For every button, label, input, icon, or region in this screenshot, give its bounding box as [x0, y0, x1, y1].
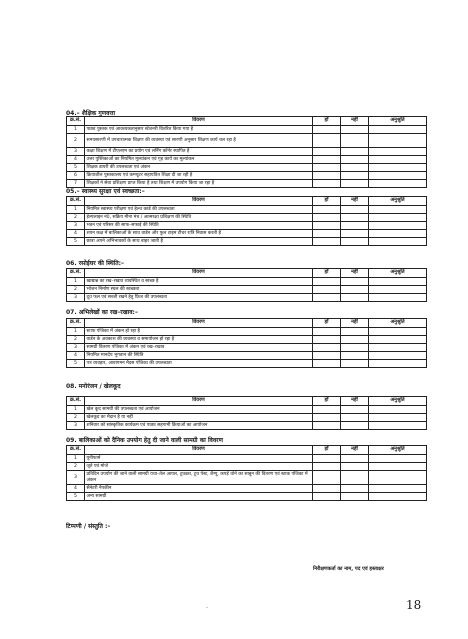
section-table [66, 445, 427, 501]
yes-cell[interactable] [313, 222, 341, 230]
row-number: 1 [67, 278, 85, 286]
column-header-details: विवरण [85, 397, 313, 406]
yes-cell[interactable] [313, 493, 341, 501]
yes-cell[interactable] [313, 471, 341, 485]
remarks-cell[interactable] [369, 414, 427, 422]
section-title: 07. अभिलेखों का रख–रखाव:– [66, 309, 138, 316]
yes-cell[interactable] [313, 230, 341, 238]
yes-cell[interactable] [313, 414, 341, 422]
yes-cell[interactable] [313, 422, 341, 430]
table-row [67, 455, 427, 463]
table-row [67, 164, 427, 172]
no-cell[interactable] [341, 206, 369, 214]
row-number: 1 [67, 126, 85, 134]
remarks-cell[interactable] [369, 148, 427, 156]
remarks-cell[interactable] [369, 180, 427, 188]
table-row [67, 148, 427, 156]
yes-cell[interactable] [313, 286, 341, 294]
yes-cell[interactable] [313, 328, 341, 336]
table-header-row [67, 117, 427, 126]
column-header-no: नहीं [341, 117, 369, 126]
no-cell[interactable] [341, 463, 369, 471]
table-header-row [67, 397, 427, 406]
remarks-cell[interactable] [369, 156, 427, 164]
no-cell[interactable] [341, 344, 369, 352]
table-row [67, 422, 427, 430]
yes-cell[interactable] [313, 180, 341, 188]
no-cell[interactable] [341, 455, 369, 463]
column-header-details: विवरण [85, 446, 313, 455]
row-description: भोजन निर्माण स्थल की स्वच्छता [85, 286, 313, 294]
column-header-yes: हाँ [313, 197, 341, 206]
row-description: छात्रा अपने अभिभावकों के साथ बाहर जाती है [85, 238, 313, 246]
row-number: 1 [67, 206, 85, 214]
no-cell[interactable] [341, 294, 369, 302]
row-number: 4 [67, 352, 85, 360]
column-header-remarks: अनुश्रुति [369, 397, 427, 406]
remarks-cell[interactable] [369, 406, 427, 414]
remarks-cell[interactable] [369, 455, 427, 463]
remarks-cell[interactable] [369, 328, 427, 336]
column-header-yes: हाँ [313, 446, 341, 455]
table-row [67, 206, 427, 214]
table-row [67, 493, 427, 501]
remarks-cell[interactable] [369, 206, 427, 214]
row-description: उत्तर पुस्तिकाओं का नियमित मूल्यांकन एवं गृह कार्य का मूल्यांकन [85, 156, 313, 164]
no-cell[interactable] [341, 172, 369, 180]
row-description: नियमित मानदेय भुगतान की स्थिति [85, 352, 313, 360]
page-dot: · [206, 605, 208, 612]
column-header-details: विवरण [85, 319, 313, 328]
section-title: 09. बालिकाओं को दैनिक उपयोग हेतु दी जाने वाली सामग्री का विवरण [66, 437, 223, 444]
table-row [67, 126, 427, 134]
no-cell[interactable] [341, 180, 369, 188]
section-table [66, 196, 427, 246]
row-number: 2 [67, 463, 85, 471]
yes-cell[interactable] [313, 336, 341, 344]
column-header-no: नहीं [341, 319, 369, 328]
row-description: वार्डन के अवकाश की व्यवस्था व समायोजन हो रहा है [85, 336, 313, 344]
row-number: 1 [67, 455, 85, 463]
column-header-sn: क्र.सं. [67, 446, 85, 455]
remarks-cell[interactable] [369, 164, 427, 172]
row-number: 3 [67, 344, 85, 352]
yes-cell[interactable] [313, 294, 341, 302]
remarks-cell[interactable] [369, 463, 427, 471]
section-table [66, 318, 427, 368]
row-description: सामग्री वितरण पंजिका में अंकन एवं रख–रखाव [85, 344, 313, 352]
no-cell[interactable] [341, 164, 369, 172]
column-header-remarks: अनुश्रुति [369, 446, 427, 455]
table-header-row [67, 319, 427, 328]
remarks-cell[interactable] [369, 134, 427, 148]
no-cell[interactable] [341, 406, 369, 414]
row-number: 6 [67, 172, 85, 180]
row-description: शिक्षकों ने सेवा प्रशिक्षण प्राप्त किया है तथा शिक्षण में उपयोग किया जा रहा है [85, 180, 313, 188]
row-description: खाद्यान्न का रख–रखाव व्यवस्थित व स्वच्छ है [85, 278, 313, 286]
remarks-cell[interactable] [369, 336, 427, 344]
remarks-cell[interactable] [369, 286, 427, 294]
table-row [67, 328, 427, 336]
row-number: 3 [67, 471, 85, 485]
row-number: 3 [67, 222, 85, 230]
column-header-yes: हाँ [313, 319, 341, 328]
row-number: 1 [67, 406, 85, 414]
section-table [66, 396, 427, 430]
column-header-yes: हाँ [313, 117, 341, 126]
remarks-cell[interactable] [369, 360, 427, 368]
no-cell[interactable] [341, 352, 369, 360]
no-cell[interactable] [341, 471, 369, 485]
no-cell[interactable] [341, 278, 369, 286]
yes-cell[interactable] [313, 134, 341, 148]
column-header-no: नहीं [341, 397, 369, 406]
column-header-remarks: अनुश्रुति [369, 197, 427, 206]
table-header-row [67, 197, 427, 206]
table-row [67, 134, 427, 148]
row-description: स्टाफ पंजिका में अंकन हो रहा है [85, 328, 313, 336]
section-table [66, 268, 427, 302]
yes-cell[interactable] [313, 455, 341, 463]
table-row [67, 214, 427, 222]
row-number: 3 [67, 148, 85, 156]
yes-cell[interactable] [313, 463, 341, 471]
remarks-cell[interactable] [369, 485, 427, 493]
column-header-no: नहीं [341, 197, 369, 206]
yes-cell[interactable] [313, 214, 341, 222]
yes-cell[interactable] [313, 352, 341, 360]
column-header-sn: क्र.सं. [67, 397, 85, 406]
remarks-cell[interactable] [369, 230, 427, 238]
yes-cell[interactable] [313, 126, 341, 134]
row-description: सैनेटरी नैपकीन [85, 485, 313, 493]
yes-cell[interactable] [313, 206, 341, 214]
yes-cell[interactable] [313, 360, 341, 368]
no-cell[interactable] [341, 238, 369, 246]
no-cell[interactable] [341, 336, 369, 344]
row-description: शनिवार को सांस्कृतिक कार्यक्रम एवं पाठ्य सहगामी क्रियाओं का आयोजन [85, 422, 313, 430]
table-row [67, 406, 427, 414]
row-description: जूते एवं मोजे [85, 463, 313, 471]
row-description: पत्र व्यवहार, आवागमन मैदस पंजिका की उपलब्धता [85, 360, 313, 368]
no-cell[interactable] [341, 222, 369, 230]
section-title: 08. मनोरंजन / खेलकूद [66, 383, 121, 390]
column-header-details: विवरण [85, 269, 313, 278]
remarks-cell[interactable] [369, 238, 427, 246]
remarks-cell[interactable] [369, 344, 427, 352]
yes-cell[interactable] [313, 344, 341, 352]
table-row [67, 344, 427, 352]
no-cell[interactable] [341, 360, 369, 368]
remarks-cell[interactable] [369, 172, 427, 180]
column-header-sn: क्र.सं. [67, 269, 85, 278]
no-cell[interactable] [341, 286, 369, 294]
section-title: 04.– शैक्षिक गुणवत्ता [66, 110, 116, 117]
yes-cell[interactable] [313, 238, 341, 246]
no-cell[interactable] [341, 134, 369, 148]
row-description: पाठ्य पुस्तक एवं आवश्यकतानुसार स्टेशनरी वितरित किया गया है [85, 126, 313, 134]
row-description: क्रियाशील पुस्तकालय एवं कम्प्यूटर सहायतित शिक्षा दी जा रही है [85, 172, 313, 180]
row-description: प्रतिदिन उपयोग की जाने वाली सामग्री यथा–तेल आयल, टूथब्रश, टूथ पेस्ट, शैम्पू, कपड़े धोने का साबुन की वितरण एवं स्टाक पंजिका में अंकन [85, 471, 313, 485]
remarks-cell[interactable] [369, 422, 427, 430]
no-cell[interactable] [341, 414, 369, 422]
row-number: 4 [67, 230, 85, 238]
remarks-cell[interactable] [369, 294, 427, 302]
remarks-cell[interactable] [369, 222, 427, 230]
remarks-cell[interactable] [369, 214, 427, 222]
row-number: 3 [67, 294, 85, 302]
no-cell[interactable] [341, 493, 369, 501]
row-number: 4 [67, 485, 85, 493]
table-row [67, 222, 427, 230]
row-description: यूनीफार्म [85, 455, 313, 463]
no-cell[interactable] [341, 156, 369, 164]
section-table [66, 116, 427, 188]
yes-cell[interactable] [313, 278, 341, 286]
row-number: 5 [67, 238, 85, 246]
table-row [67, 172, 427, 180]
table-row [67, 485, 427, 493]
no-cell[interactable] [341, 148, 369, 156]
table-header-row [67, 446, 427, 455]
table-row [67, 230, 427, 238]
remarks-cell[interactable] [369, 126, 427, 134]
row-description: कक्षा शिक्षण में टीएलएम का प्रयोग एवं लर्निंग कॉर्नर स्थापित है [85, 148, 313, 156]
signature-label: निरीक्षणकर्ता का नाम, पद एवं हस्ताक्षर [313, 566, 384, 572]
row-description: समयसारणी में उपचारात्मक शिक्षण की व्यवस्था एवं सारणी अनुसार शिक्षण कार्य चल रहा है [85, 134, 313, 148]
column-header-no: नहीं [341, 269, 369, 278]
remarks-cell[interactable] [369, 352, 427, 360]
row-number: 5 [67, 164, 85, 172]
section-title: 06. रसोईघर की स्थिति:– [66, 260, 125, 267]
no-cell[interactable] [341, 422, 369, 430]
row-number: 5 [67, 493, 85, 501]
table-row [67, 414, 427, 422]
remarks-cell[interactable] [369, 471, 427, 485]
row-description: दूध फल एवं सब्जी रखने हेतु फ्रिज की उपलब्धता [85, 294, 313, 302]
row-description: नियमित स्वास्थ्य परीक्षण एवं हेल्थ कार्ड की उपलब्धता [85, 206, 313, 214]
column-header-details: विवरण [85, 117, 313, 126]
yes-cell[interactable] [313, 485, 341, 493]
row-description: अन्य सामग्री [85, 493, 313, 501]
table-row [67, 294, 427, 302]
row-number: 4 [67, 156, 85, 164]
row-description: हेल्पलाइन नं0, सक्रिय मीना मंच / आत्मरक्षा प्रशिक्षण की स्थिति [85, 214, 313, 222]
column-header-yes: हाँ [313, 397, 341, 406]
row-number: 2 [67, 336, 85, 344]
table-row [67, 471, 427, 485]
table-row [67, 286, 427, 294]
table-row [67, 352, 427, 360]
row-number: 3 [67, 422, 85, 430]
row-description: खेल कूद सामग्री की उपलब्धता एवं आयोजन [85, 406, 313, 414]
comment-label: टिप्पणी / संस्तुति :– [66, 523, 111, 530]
row-description: शयन कक्ष में बालिकाओं के साथ वार्डन और फुल टाइम टीचर रात्रि निवास करती है [85, 230, 313, 238]
table-row [67, 463, 427, 471]
row-number: 1 [67, 328, 85, 336]
no-cell[interactable] [341, 230, 369, 238]
yes-cell[interactable] [313, 148, 341, 156]
column-header-remarks: अनुश्रुति [369, 319, 427, 328]
column-header-sn: क्र.सं. [67, 197, 85, 206]
no-cell[interactable] [341, 328, 369, 336]
row-number: 2 [67, 286, 85, 294]
table-row [67, 238, 427, 246]
no-cell[interactable] [341, 214, 369, 222]
row-number: 2 [67, 134, 85, 148]
row-number: 2 [67, 214, 85, 222]
column-header-sn: क्र.सं. [67, 319, 85, 328]
table-row [67, 336, 427, 344]
row-description: शिक्षक डायरी की उपलब्धता एवं अंकन [85, 164, 313, 172]
table-row [67, 278, 427, 286]
yes-cell[interactable] [313, 156, 341, 164]
yes-cell[interactable] [313, 172, 341, 180]
yes-cell[interactable] [313, 406, 341, 414]
yes-cell[interactable] [313, 164, 341, 172]
remarks-cell[interactable] [369, 278, 427, 286]
no-cell[interactable] [341, 126, 369, 134]
column-header-details: विवरण [85, 197, 313, 206]
row-number: 2 [67, 414, 85, 422]
section-title: 05.– स्वास्थ्य सुरक्षा एवं स्वच्छता:– [66, 188, 145, 195]
column-header-no: नहीं [341, 446, 369, 455]
column-header-remarks: अनुश्रुति [369, 269, 427, 278]
column-header-sn: क्र.सं. [67, 117, 85, 126]
row-description: खेलकूद का मैदान है या नहीं [85, 414, 313, 422]
row-number: 7 [67, 180, 85, 188]
remarks-cell[interactable] [369, 493, 427, 501]
column-header-yes: हाँ [313, 269, 341, 278]
table-header-row [67, 269, 427, 278]
table-row [67, 156, 427, 164]
row-number: 5 [67, 360, 85, 368]
row-description: भवन एवं परिसर की साफ–सफाई की स्थिति [85, 222, 313, 230]
table-row [67, 360, 427, 368]
no-cell[interactable] [341, 485, 369, 493]
column-header-remarks: अनुश्रुति [369, 117, 427, 126]
page-number: 18 [406, 598, 422, 612]
